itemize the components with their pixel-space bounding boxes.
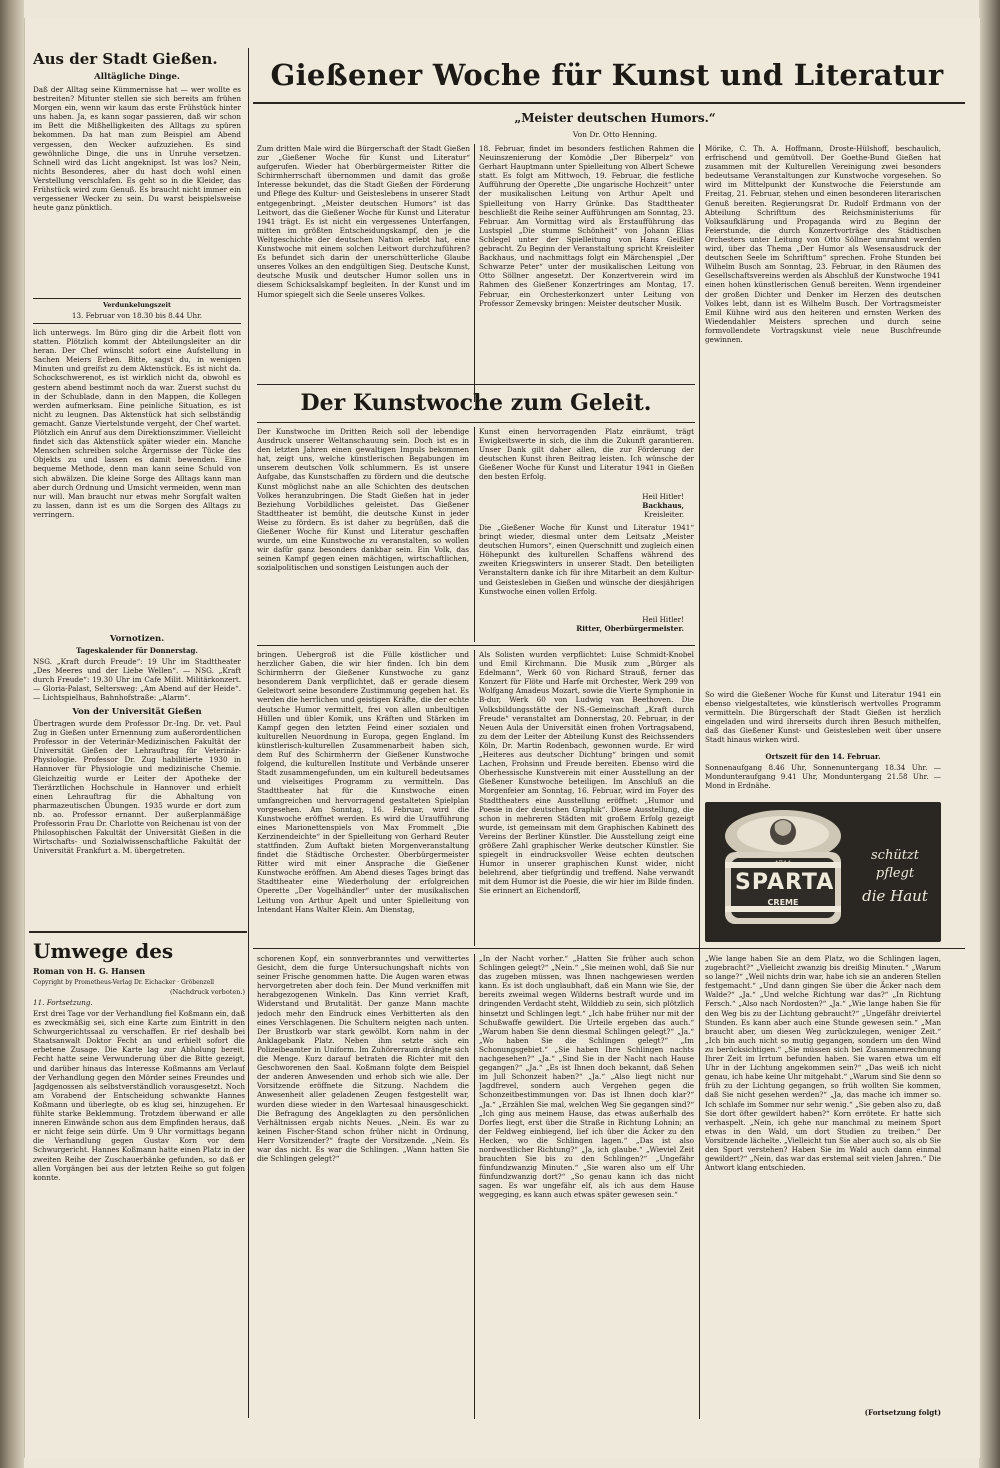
blackout-label: Verdunkelungszeit bbox=[102, 301, 172, 309]
feature-column-2: 18. Februar, findet im besonders festlichen Rahmen die Neuinszenierung der Komödie „Der Biberpelz“ von Gerhart Hauptmann unter Spielleitung von Albert Schewe statt. Es folgt am Mittwoch, 19. Februar, die festliche Aufführung der Operette „Die ungarische Hochzeit“ unter der musikalischen Leitung von Arthur Apelt und Spielleitung von Harry Grünke. Das Stadttheater beschließt die Reihe seiner Aufführungen am Sonntag, 23. Februar. Am Vormittag wird als Erstaufführung das Lustspiel „Die stumme Schönheit“ von Johann Elias Schlegel unter der Spielleitung von Hans Geißler gebracht. Zu Beginn der Veranstaltung spricht Kreisleiter Backhaus, und nachmittags folgt ein Märchenspiel „Der Schwarze Peter“ unter der musikalischen Leitung von Otto Söllner angesetzt. Der Konzertverein wird im Rahmen des Gießener Konzertringes am Montag, 17. Februar, ein Orchesterkonzert unter Leitung von Professor Zemevsky bringen: Meister deutscher Musik. bbox=[479, 144, 694, 308]
column-rule-5 bbox=[474, 954, 475, 1419]
geleit-column-2: Kunst einen hervorragenden Platz einräumt, trägt Ewigkeitswerte in sich, die ihm die Zukunft garantieren. Unser Dank gilt daher allen, die zur Förderung der deutschen Kunst ihren Beitrag leisten. Ich wünsche der Gießener Woche für Kunst und Literatur 1941 in Gießen den besten Erfolg. bbox=[479, 427, 694, 482]
geleit-column-1: Der Kunstwoche im Dritten Reich soll der lebendige Ausdruck unserer Weltanschauung sein. Doch ist es in den letzten Jahren einen gewaltigen Impuls bekommen hat, zeigt uns, welche künstlerischen Begabungen im unserem deutschen Volk schlummern. Es ist unsere Aufgabe, das Kunstschaffen zu fördern und die deutsche Kunst möglichst nahe an alle Schichten des deutschen Volkes heranzubringen. Die Stadt Gießen hat in jeder Beziehung Vorbildliches geleistet. Das Gießener Stadttheater ist bemüht, die deutsche Kunst in jeder Weise zu fördern. Es ist daher zu begrüßen, daß die Gießener Woche für Kunst und Literatur geschaffen wurde, um eine Kunstwoche zu veranstalten, so wollen wir dafür ganz besonders dankbar sein. Ein Volk, das seinen Kampf gegen einen mächtigen, wirtschaftlichen, sozialpolitischen und sonstigen Leistungen auch der bbox=[257, 427, 469, 573]
feature-column-1: Zum dritten Male wird die Bürgerschaft der Stadt Gießen zur „Gießener Woche für Kunst und Literatur“ aufgerufen. Wieder hat Oberbürgermeister Ritter die Schirmherrschaft übernommen und damit das große Interesse bekundet, das die Stadt Gießen der Förderung und Pflege des Kultur- und Geisteslebens in unserer Stadt entgegenbringt. „Meister deutschen Humors“ ist das Leitwort, das die Gießener Woche für Kunst und Literatur 1941 trägt. Es ist nicht ein vergessenes Unterfangen, mitten im größten Entscheidungskampf, den je die Weltgeschichte der deutschen Nation erlebt hat, eine Kunstwoche mit einem solchen Leitwort durchzuführen? Es befundet sich darin der unerschütterliche Glaube unseres Volkes an den endgültigen Sieg. Deutsche Kunst, deutsche Musik und deutscher Humor sollen uns in diesem Schicksalskampf begleiten. In der Kunst und im Humor spiegelt sich die Seele unseres Volkes. bbox=[257, 144, 470, 299]
novel-column-4: „Wie lange haben Sie an dem Platz, wo die Schlingen lagen, zugebracht?“ „Vielleicht zwanzig bis dreißig Minuten.“ „Warum so lange?“ „Weil nichts drin war, habe ich sie an anderen Stellen festgemacht.“ „Und dann gingen Sie über die Äcker nach dem Walde?“ „Ja.“ „Und welche Richtung war das?“ „In Richtung Fersch.“ „Also nach Nordosten?“ „Ja.“ „Wie lange haben Sie für den Weg bis zu der Lichtung gebraucht?“ „Ungefähr dreiviertel Stunden. Es kann aber auch eine Stunde gewesen sein.“ „Man braucht aber, um diesen Weg zurückzulegen, weniger Zeit.“ „Ich bin auch nicht so mutig gegangen, sondern um den Wind zu berücksichtigen.“ „Sie müssen sich bei Zusammenrechnung Ihrer Zeit im Irrtum befunden haben. Sie waren etwa um elf Uhr in der Lichtung angekommen sein?“ „Das weiß ich nicht genau, ich habe keine Uhr mitgehabt.“ „Warum sind Sie denn so früh zu der Lichtung gegangen, so früh wollten Sie kommen, daß Sie nicht gesehen werden?“ „Ja, das mache ich immer so. Ich schlafe im Sommer nur sehr wenig.“ „Sie geben also zu, daß Sie dort öfter gewildert haben?“ Korn errötete. Er hatte sich verhaspelt. „Nein, ich gehe nur manchmal zu meinem Sport etwas in den Wald, um dort Studien zu treiben.“ Der Vorsitzende lächelte. „Vielleicht tun Sie aber auch so, als ob Sie den Sport verstehen? Haben Sie im Wald auch dann einmal gewildert?“ „Nein, das war das erstemal seit vielen Jahren.“ Die Antwort klang entschieden. bbox=[705, 954, 941, 1173]
newspaper-page bbox=[24, 18, 980, 1458]
left-divider bbox=[29, 931, 247, 933]
geleit-column-2b: Die „Gießener Woche für Kunst und Literatur 1941“ bringt wieder, diesmal unter dem Leitsatz „Meister deutschen Humors“, einen Querschnitt und zugleich einen Höhepunkt des kulturellen Schaffens während des zweiten Kriegswinters in unserer Stadt. Den beteiligten Veranstaltern danke ich für ihre Mitarbeit an dem Kultur- und Geistesleben in Gießen und wünsche der diesjährigen Kunstwoche einen vollen Erfolg. bbox=[479, 523, 694, 596]
headline-rule bbox=[253, 102, 965, 104]
sparta-brand: SPARTA bbox=[735, 870, 835, 895]
novel-part: 11. Fortsetzung. bbox=[33, 998, 93, 1007]
geleit-top-rule bbox=[257, 384, 695, 385]
column-rule-4 bbox=[474, 650, 475, 946]
novel-copyright: Copyright by Prometheus-Verlag Dr. Eichacker · Gröbenzell bbox=[33, 979, 215, 986]
geleit-sign2-greet: Heil Hitler! bbox=[642, 615, 684, 624]
geleit-bottom-rule bbox=[257, 645, 695, 646]
column-rule-2 bbox=[474, 144, 475, 402]
ad-tagline-2: pflegt bbox=[875, 866, 915, 881]
main-headline: Gießener Woche für Kunst und Literatur bbox=[270, 58, 944, 92]
novel-subtitle: Roman von H. G. Hansen bbox=[33, 966, 146, 976]
blackout-time: 13. Februar von 18.30 bis 8.44 Uhr. bbox=[71, 311, 203, 320]
ad-tagline-1: schützt bbox=[871, 848, 919, 863]
feature-column-3b: So wird die Gießener Woche für Kunst und Literatur 1941 ein ebenso vielgestaltetes, wie künstlerisch wertvolles Programm vermitteln. Die Bürgerschaft der Stadt Gießen ist herzlich eingeladen und wird ihrerseits durch ihren Besuch mithelfen, daß das Gießener Kunst- und Geistesleben weit über unsere Stadt hinaus wirken wird. bbox=[705, 690, 941, 745]
notices-title: Vornotizen. bbox=[109, 634, 165, 644]
sparta-creme-advertisement bbox=[705, 802, 941, 942]
ad-tagline-3: die Haut bbox=[862, 887, 928, 905]
left-intro-text: Daß der Alltag seine Kümmernisse hat — wer wollte es bestreiten? Mitunter stellen sie sich bereits am frühen Morgen ein, wenn wir kaum das erste Frühstück hinter uns haben. Ja, es kann sogar passieren, daß wir schon im Bett die Mißhelligkeiten des Alltags zu spüren bekommen. Da hat man zum Beispiel am Abend vergessen, den Wecker aufzuziehen. Es sind gewöhnliche Dinge, die uns in Unruhe versetzen. Schnell wird das Licht angeknipst. Ist was los? Nein, nichts Besonderes, aber du hast doch wohl einen Verstellung verschlafen. Es geht so in die Kleider, das Frühstück wird zum Genuß. Es braucht nicht immer ein vergessener Wecker zu sein. Du warst beispielsweise heute ganz pünktlich. bbox=[33, 85, 241, 213]
geleit-sign1-name: Backhaus, bbox=[642, 501, 684, 510]
geleit-sign1-greet: Heil Hitler! bbox=[642, 492, 684, 501]
geleit-sign2-name: Ritter, Oberbürgermeister. bbox=[576, 624, 684, 633]
geleit-title-rule bbox=[257, 422, 695, 423]
column-rule-1 bbox=[248, 48, 249, 1418]
notices-text: NSG. „Kraft durch Freude“: 19 Uhr im Stadttheater „Des Meeres und der Liebe Wellen“. — NSG. „Kraft durch Freude“: 19.30 Uhr im Cafe Milit. Militärkonzert. — Gloria-Palast, Seltersweg: „Am Abend auf der Heide“. — Lichtspielhaus, Bahnhofstraße: „Alarm“. bbox=[33, 657, 241, 703]
novel-reprint-note: (Nachdruck verboten.) bbox=[170, 988, 245, 996]
left-body-text: lich unterwegs. Im Büro ging dir die Arbeit flott von statten. Plötzlich kommt der Abteilungsleiter an dir heran. Der Chef wünscht sofort eine Aufstellung in Sachen Meiers Erben. Bitte, sagst du, in wenigen Minuten und greifst zu dem Aktenstück. Es ist nicht da. Schockschwerenot, es ist wirklich nicht da, obwohl es gestern abend bestimmt noch da war. Zuerst suchst du in der Schublade, dann in den Mappen, die Kollegen werden aufmerksam. Eine peinliche Situation, es ist nicht zu leugnen. Das Aktenstück hat sich selbständig gemacht. Ganze Viertelstunde vergeht, der Chef wartet. Plötzlich ein Anruf aus dem Direktionszimmer. Vielleicht findet sich das Aktenstück später wieder ein. Manche Menschen schreiben solche Ärgernisse der Tücke des Objekts zu und lassen es damit bewenden. Eine bequeme Methode, denn man kann seine Schuld von sich abwälzen. Die kleine Sorge des Alltags kann man aber durch Ordnung und Umsicht vermeiden, wenn man nur will. Man braucht nur etwas mehr Sorgfalt walten zu lassen, dann ist es um die Sorgen des Alltags zu verringern. bbox=[33, 328, 241, 519]
sparta-number: 4711 bbox=[774, 860, 792, 868]
notices-subtitle: Tageskalender für Donnerstag. bbox=[76, 646, 198, 655]
ortszeit-text: Sonnenaufgang 8.46 Uhr, Sonnenuntergang 18.34 Uhr. — Mondunteraufgang 9.41 Uhr, Monduntergang 21.58 Uhr. — Mond in Erdnähe. bbox=[705, 763, 941, 791]
lower-section-rule bbox=[253, 948, 965, 949]
novel-column-3: „In der Nacht vorher.“ „Hatten Sie früher auch schon Schlingen gelegt?“ „Nein.“ „Sie meinen wohl, daß Sie nur das zugeben müssen, was Ihnen nachgewiesen werden kann. Es ist doch unglaubhaft, daß ein Mann wie Sie, der bereits zweimal wegen Wilderns bestraft wurde und im dringenden Verdacht steht, Wilddieb zu sein, sich plötzlich hinsetzt und Schlingen legt.“ „Ich habe früher nur mit der Schußwaffe gewildert. Die Urteile ergeben das auch.“ „Warum haben Sie denn diesmal Schlingen gelegt?“ „Ja.“ „Wo haben Sie die Schlingen gelegt?“ „Im Schonungsgebiet.“ „Sie haben Ihre Schlingen nachts nachgesehen?“ „Ja.“ „Sind Sie in der Nacht nach Hause gegangen?“ „Ja.“ „Es ist Ihnen doch bekannt, daß Sehen im Jull Schonzeit haben?“ „Ja.“ „Also liegt nicht nur Jagdfrevel, sondern auch Vergehen gegen die Schonzeitbestimmungen vor. Das ist Ihnen doch klar?“ „Ja.“ „Erzählen Sie mal, welchen Weg Sie gegangen sind?“ „Ich ging aus meinem Hause, das etwas außerhalb des Dorfes liegt, erst über die Straße in Richtung Lohnin; an der Feldweg einbiegend, lief ich über die Äcker zu den Hecken, wo die Schlingen lagen.“ „Das ist also nordwestlicher Richtung?“ „Ja, ich glaube.“ „Wieviel Zeit brauchten Sie bis zu den Schlingen?“ „Ungefähr fünfundzwanzig Minuten.“ „Sie waren also um elf Uhr fünfundzwanzig dort?“ „So genau kann ich das nicht sagen. Es war ungefähr elf, als ich aus dem Hause weggeging, es kann auch etwas später gewesen sein.“ bbox=[479, 954, 694, 1200]
sparta-creme-word: CREME bbox=[767, 898, 799, 907]
university-title: Von der Universität Gießen bbox=[72, 707, 202, 717]
novel-continued: (Fortsetzung folgt) bbox=[864, 1408, 941, 1417]
left-section-subtitle: Alltägliche Dinge. bbox=[94, 72, 180, 82]
university-text: Übertragen wurde dem Professor Dr.-Ing. Dr. vet. Paul Zug in Gießen unter Ernennung zum außerordentlichen Professor in der Veterinär-Medizinischen Fakultät der Universität Gießen der Lehrauftrag für Veterinär-Physiologie. Professor Dr. Zug habilitierte 1930 in Hannover für Physiologie und medizinische Chemie. Gleichzeitig wurde er Leiter der Apotheke der Tierärztlichen Hochschule in Hannover und erhielt einen Lehrauftrag für die Abhaltung von pharmazeutischen Übungen. 1935 wurde er dort zum nb. ao. Professor ernannt. Der außerplanmäßige Professorin Frau Dr. Charlotte von Reichenau ist von der Philosophischen Fakultät der Universität Gießen in die Wirtschafts- und Sozialwissenschaftliche Fakultät der Universität Frankfurt a. M. übergetreten. bbox=[33, 719, 241, 856]
geleit-column-rule bbox=[474, 427, 475, 642]
geleit-title: Der Kunstwoche zum Geleit. bbox=[300, 390, 652, 416]
feature-column-3: Mörike, C. Th. A. Hoffmann, Droste-Hülshoff, beschaulich, erfrischend und gemütvoll. Der Goethe-Bund Gießen hat zusammen mit der Kulturellen Vereinigung zwei besonders bedeutsame Veranstaltungen zur Kunstwoche vorgesehen. So wird im Mittelpunkt der Kunstwoche die Feierstunde am Freitag, 21. Februar, stehen und einen besonderen literarischen Genuß bereiten. Regierungsrat Dr. Rudolf Erdmann von der Abteilung Schrifttum des Reichsministeriums für Volksaufklärung und Propaganda wird zu Beginn der Feierstunde, die durch Konzertvorträge des Städtischen Orchesters unter Leitung von Otto Söllner umrahmt werden wird, über das Thema „Der Humor als Wesensausdruck der deutschen Seele im Schrifttum“ sprechen. Frohe Stunden bei Wilhelm Busch am Sonntag, 23. Februar, in den Räumen des Gesellschaftsvereins werden als Abschluß der Kunstwoche 1941 einen hohen künstlerischen Genuß bereiten. Wenn irgendeiner der großen Dichter und Denker im Herzen des deutschen Volkes lebt, dann ist es Wilhelm Busch. Der Vortragsmeister Emil Kühne wird aus den heiteren und ernsten Werken des Wiedendahler Meisters sprechen und durch seine formvollendete Vortragskunst viele neue Buschfreunde gewinnen. bbox=[705, 144, 941, 344]
column-rule-3 bbox=[699, 144, 700, 1419]
ortszeit-title: Ortszeit für den 14. Februar. bbox=[765, 752, 881, 761]
novel-column-1: Erst drei Tage vor der Verhandlung fiel Koßmann ein, daß es zweckmäßig sei, sich eine Karte zum Eintritt in den Schwurgerichtssaal zu verschaffen. Er rief deshalb bei Staatsanwalt Doktor Fecht an und erhielt sofort die erbetene Zusage. Die Karte lag zur Abholung bereit. Fecht hatte seine Verwunderung über die Bitte gezeigt, und darüber hinaus das Interesse Koßmanns am Verlauf der Verhandlung gegen den Mörder seines Freundes und Jagdgenossen als selbstverständlich vorausgesetzt. Noch am Vorabend der Entscheidung schwankte Hannes Koßmann und überlegte, ob es klug sei, hinzugehen. Er fühlte starke Beklemmung. Trotzdem überwand er alle inneren Einwände schon aus dem Empfinden heraus, daß er nicht feige sein dürfe. Um 9 Uhr vormittags begann die Verhandlung gegen Gustav Korn vor dem Schwurgericht. Hannes Koßmann hatte einen Platz in der zweiten Reihe der Zuschauerbänke gefunden, so daß er allen Vorgängen bei aus der letzten Reihe so gut folgen konnte. bbox=[33, 1009, 245, 1182]
geleit-sign1-role: Kreisleiter. bbox=[644, 510, 684, 519]
book-page-edge bbox=[979, 0, 1000, 1468]
novel-title: Umwege des bbox=[33, 939, 174, 963]
feature-column-5: Als Solisten wurden verpflichtet: Luise Schmidt-Knobel und Emil Kirchmann. Die Musik zum „Bürger als Edelmann“, Werk 60 von Richard Strauß, ferner das Konzert für Flöte und Harfe mit Orchester, Werk 299 von Wolfgang Amadeus Mozart, sowie die Vierte Symphonie in B-dur, Werk 60 von Ludwig van Beethoven. Die Volksbildungsstätte der NS.-Gemeinschaft „Kraft durch Freude“ veranstaltet am Donnerstag, 20. Februar, in der Neuen Aula der Universität einen frohen Vortragsabend, zu dem der Leiter der Abteilung Kunst des Reichssenders Köln, Dr. Martin Rodenbach, gewonnen wurde. Er wird „Heiteres aus deutscher Dichtung“ bringen und somit Lachen, Frohsinn und Freude bereiten. Ebenso wird die Oberhessische Kunstverein mit einer Ausstellung an der Gießener Kunstwoche beteiligen. Im Anschluß an die Morgenfeier am Sonntag, 16. Februar, wird im Foyer des Stadttheaters eine Ausstellung eröffnet: „Humor und Poesie in der deutschen Graphik“. Diese Ausstellung, die schon in mehreren Städten mit großem Erfolg gezeigt wurde, ist gemeinsam mit dem Graphischen Kabinett des Vereins der Berliner Künstler. Die Ausstellung zeigt eine größere Zahl graphischer Werke deutscher Künstler. Sie spiegelt in eindrucksvoller Weise echten deutschen Humor in unserer graphischen Kunst wider, nicht belehrend, aber tiefgründig und treffend. Nahe verwandt mit dem Humor ist die Poesie, die wir hier im Bilde finden. Sie erinnert an Eichendorff, bbox=[479, 650, 694, 896]
blackout-box bbox=[33, 298, 241, 324]
book-spine bbox=[0, 0, 24, 1468]
feature-title: „Meister deutschen Humors.“ bbox=[514, 111, 716, 125]
feature-column-4: bringen. Uebergroß ist die Fülle köstlicher und herzlicher Gaben, die wir hier finden. Ich bin dem Schirmherrn der Gießener Kunstwoche zu ganz besonderem Dank verpflichtet, daß er gerade diesem Geleitwort seine besondere Zustimmung gegeben hat. Es werden die herrlichen und geistigen Kräfte, die der echte deutsche Humor vermittelt, frei von allen unbeultigen Hüllen und übler Komik, uns Kräften und Stärken im Kampf gegen den letzten Feind einer sozialen und kulturellen Neuordnung in Europa, gegen England. Im künstlerisch-kulturellen Zusammenarbeit haben sich, dem Ruf des Schirmherrn der Gießener Kunstwoche folgend, die kulturellen Institute und Verbände unserer Stadt zusammengefunden, um ein kulturell bedeutsames und vielseitiges Programm zu vermitteln. Das Stadttheater hat für die Kunstwoche einen umfangreichen und hervorragend gestalteten Spielplan vorgesehen. Am Sonntag, 16. Februar, wird die Kunstwoche eröffnet werden. Es wird die Uraufführung eines Marionettenspiels von Max Frommelt „Die Kerzinendeichte“ in der Spielleitung von Gerhard Reuter stattfinden. Zum Auftakt bieten Morgenveranstaltung findet die Städtische Orchester. Oberbürgermeister Ritter wird mit einer Ansprache die Gießener Kunstwoche eröffnen. Am Abend dieses Tages bringt das Stadttheater eine Wiederholung der erfolgreichen Operette „Der Vogelhändler“ unter der musikalischen Leitung von Arthur Apelt und unter Spielleitung von Intendant Hans Walter Klein. Am Dienstag, bbox=[257, 650, 469, 914]
feature-byline: Von Dr. Otto Henning. bbox=[572, 130, 658, 139]
left-section-title: Aus der Stadt Gießen. bbox=[33, 50, 218, 68]
novel-column-2: schorenen Kopf, ein sonnverbranntes und verwittertes Gesicht, dem die furge Untersuchungshaft nichts von seiner Frische genommen hatte. Die Augen waren etwas hervorgetreten aber doch fein. Der Mund verkniffen mit herabgezogenen Winkeln. Das Kinn verriet Kraft, Widerstand und Brutalität. Der ganze Mann machte jedoch mehr den Eindruck eines Verbitterten als den eines Verschlagenen. Die Schultern neigten nach unten. Der Brustkorb war stark gewölbt. Korn nahm in der Anklagebank Platz. Neben ihm setzte sich ein Polizeibeamter in Uniform. Im Zuhörerraum drängte sich die Menge. Kurz darauf betraten die Richter mit den Geschworenen den Saal. Koßmann folgte dem Beispiel der anderen Anwesenden und erhob sich wie alle. Der Vorsitzende eröffnete die Sitzung. Nachdem die Anwesenheit aller geladenen Zeugen festgestellt war, wurden diese wieder in den Wartesaal hinausgeschickt. Die Befragung des Angeklagten zu den persönlichen Verhältnissen ergab nichts Neues. „Nein. Es war zu keinen Fischer-Stand schon früher nicht in Ordnung, Herr Vorsitzender?“ fragte der Vorsitzende. „Nein. Es war das nicht. Es war die Schlingen. „Wann hatten Sie die Schlingen gelegt?“ bbox=[257, 954, 469, 1164]
